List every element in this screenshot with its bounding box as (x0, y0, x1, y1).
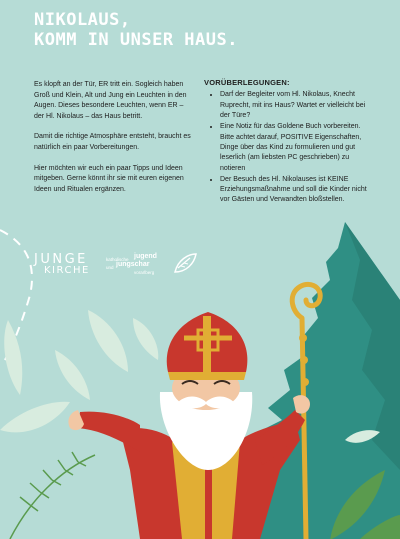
logo-text-line-2: KIRCHE (44, 265, 90, 276)
list-item: • Eine Notiz für das Goldene Buch vorbereiten. Bitte achtet darauf, POSITIVE Eigenschaften, Dinge über das Kind zu formulieren und gut leserlich (am liebsten PC geschrieben) zu notieren (220, 122, 374, 174)
intro-paragraph: Es klopft an der Tür, ER tritt ein. Sogleich haben Groß und Klein, Alt und Jung ein Leuchten in den Augen. Dieses besondere Leuchten, wenn ER – der Hl. Nikolaus – das Haus betritt. (34, 81, 187, 120)
list-item: • Darf der Begleiter vom Hl. Nikolaus, Knecht Ruprecht, mit ins Haus? Wartet er vielleicht bei der Türe? (220, 90, 374, 121)
logo-small-3: vorarlberg (134, 270, 155, 275)
intro-paragraph: Damit die richtige Atmosphäre entsteht, braucht es natürlich ein paar Vorbereitungen. (34, 133, 191, 151)
considerations-heading: VORÜBERLEGUNGEN: (204, 78, 290, 87)
junge-kirche-logo (34, 252, 98, 276)
title-line-2: KOMM IN UNSER HAUS. (34, 30, 238, 50)
considerations-list (204, 90, 374, 205)
list-item: • Der Besuch des Hl. Nikolauses ist KEINE Erziehungsmaßnahme und soll die Kinder nicht vor Gästen und Verwandten bloßstellen. (220, 175, 374, 206)
logo-big-1: jugend (134, 253, 157, 260)
considerations-column (204, 78, 374, 206)
title-line-1: NIKOLAUS, (34, 10, 131, 30)
jungschar-logo (106, 252, 198, 278)
bird-leaf-icon (172, 252, 198, 276)
intro-paragraph: Hier möchten wir euch ein paar Tipps und Ideen mitgeben. Gerne könnt ihr sie mit euren eigenen Ideen und Ritualen ergänzen. (34, 164, 184, 193)
leaf-plant-left-green (10, 452, 95, 539)
intro-column (34, 80, 194, 205)
logo-text-line-1: JUNGE (34, 252, 88, 267)
pine-tree-icon (255, 222, 400, 539)
logo-small-2: und (106, 265, 114, 270)
leaf-plant-middle (133, 318, 158, 360)
logo-big-2: jungschar (116, 261, 150, 268)
logo-small-1: katholische (106, 257, 129, 262)
page-title (34, 10, 238, 50)
